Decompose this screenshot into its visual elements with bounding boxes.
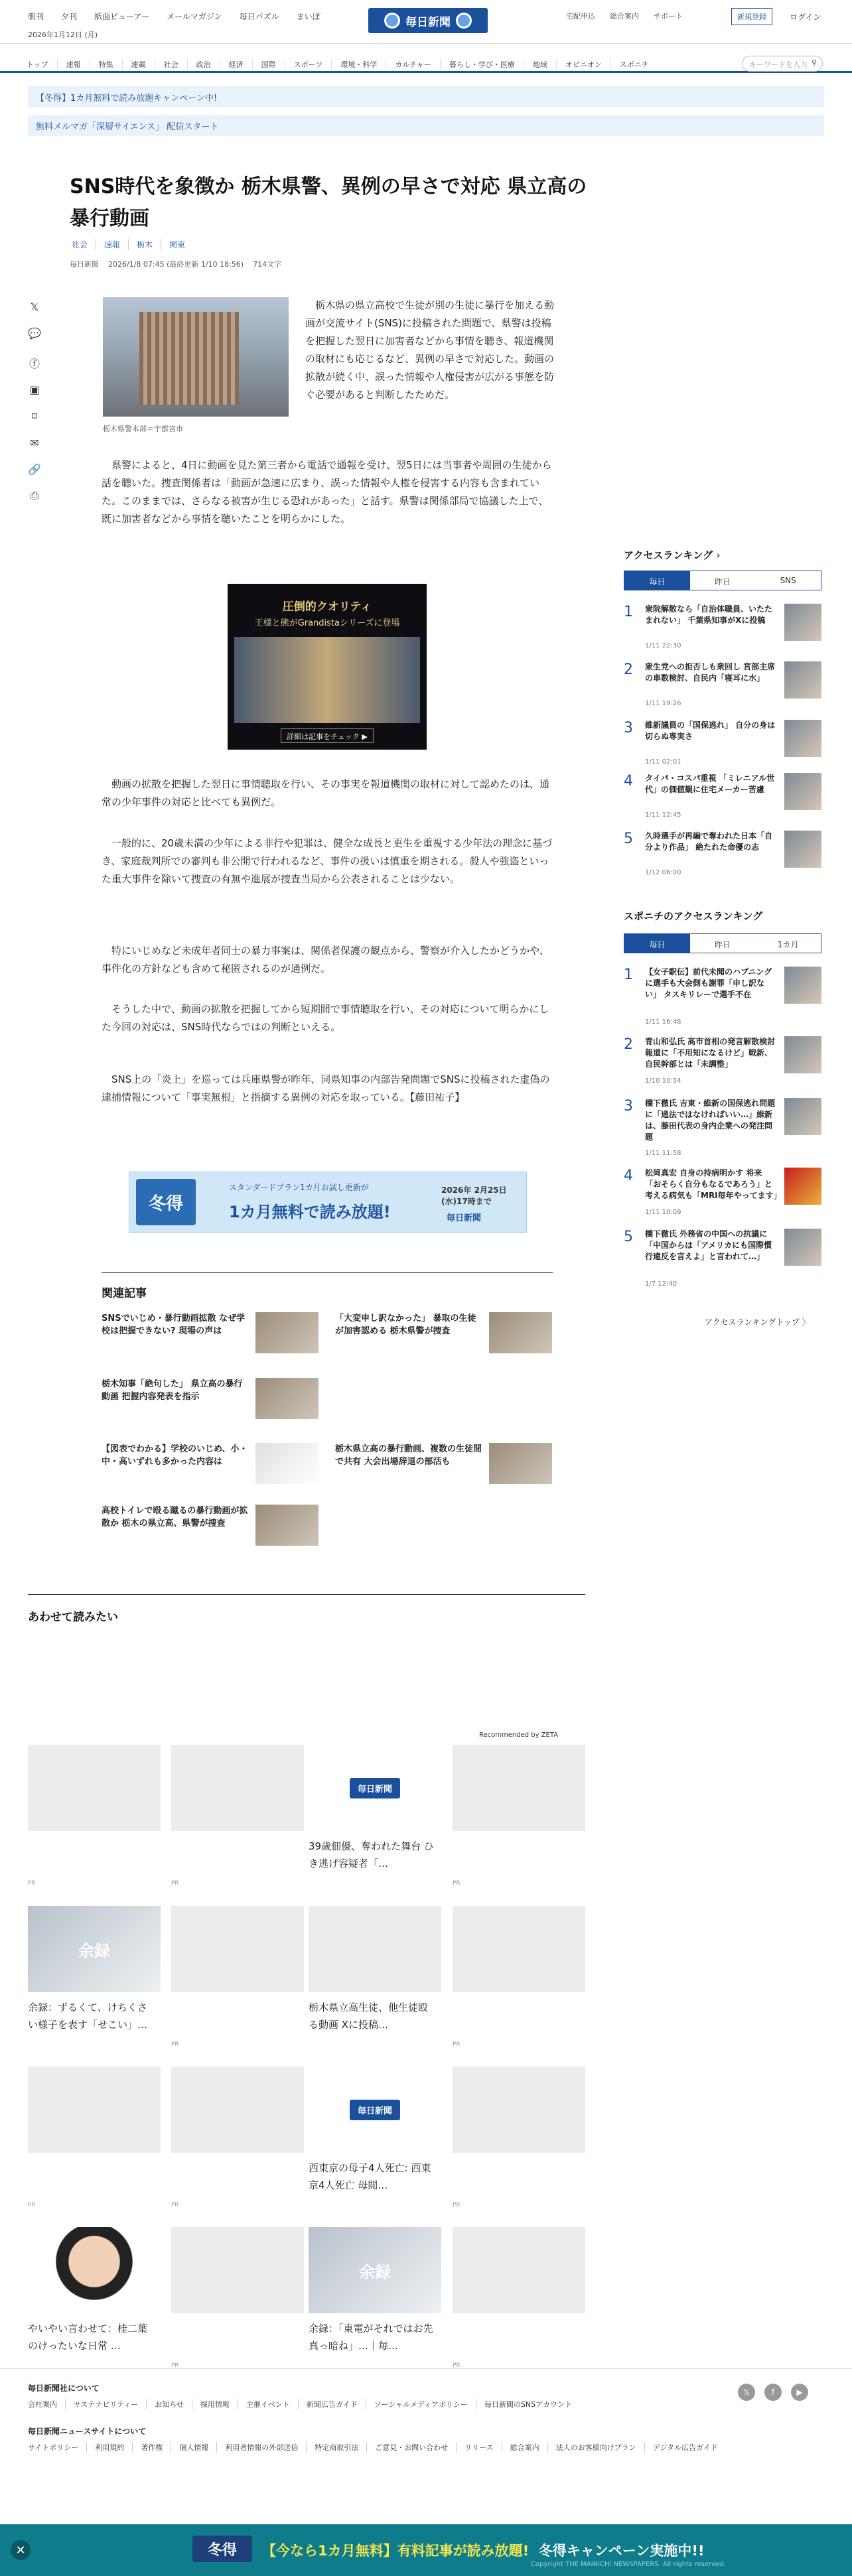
campaign-badge: 冬得 bbox=[192, 2536, 252, 2562]
article-paragraph: 一般的に、20歳未満の少年による非行や犯罪は、健全な成長と更生を重視する少年法の理念に基づき、家庭裁判所での審判も非公開で行われるなど、事件の扱いは慎重を期される。殺人や強盗といった重大事件を除いて捜査の有無や進展が捜査当局から公表されることは少ない。 bbox=[102, 837, 553, 885]
nav-item[interactable]: 社会 bbox=[155, 59, 187, 70]
link-copy-icon[interactable]: 🔗 bbox=[28, 462, 41, 476]
search-icon[interactable]: ⚲ bbox=[811, 58, 817, 67]
nav-item[interactable]: 暮らし・学び・医療 bbox=[440, 59, 524, 70]
ranking-thumb bbox=[784, 967, 821, 1004]
nav-item[interactable]: 速報 bbox=[57, 59, 90, 70]
ranking-top-link[interactable]: アクセスランキングトップ 〉 bbox=[705, 1318, 810, 1327]
rec-card[interactable]: PR bbox=[171, 1745, 304, 1887]
related-thumb[interactable] bbox=[255, 1312, 319, 1353]
related-article[interactable]: 【図表でわかる】学校のいじめ、小・中・高いずれも多かった内容は bbox=[102, 1444, 248, 1467]
rec-card[interactable]: 毎日新聞 39歳佃優、奪われた舞台 ひき逃げ容疑者「… bbox=[309, 1745, 441, 1872]
nav-item[interactable]: トップ bbox=[27, 60, 48, 69]
related-article[interactable]: 「大変申し訳なかった」 暴取の生徒が加害認める 栃木県警が捜査 bbox=[335, 1314, 476, 1336]
ranking-thumb bbox=[784, 1098, 821, 1135]
ranking-thumb bbox=[784, 604, 821, 641]
char-count: 714文字 bbox=[253, 260, 282, 269]
nav-item[interactable]: スポーツ bbox=[285, 59, 332, 70]
article-paragraph: そうした中で、動画の拡散を把握してから短期間で事情聴取を行い、その対応について明らかにした今回の対応は、SNS時代ならではの判断といえる。 bbox=[102, 1003, 549, 1033]
rec-card[interactable]: PR bbox=[453, 1745, 585, 1887]
rec-card[interactable]: PR bbox=[453, 1906, 585, 2048]
link-puzzle[interactable]: 毎日パズル bbox=[239, 12, 279, 21]
main-nav bbox=[0, 56, 852, 73]
hatena-icon[interactable]: ▣ bbox=[29, 383, 40, 396]
logo-mark-icon bbox=[456, 13, 472, 29]
nav-item[interactable]: 環境・科学 bbox=[331, 59, 386, 70]
rec-card[interactable]: PR bbox=[171, 1906, 304, 2048]
newsletter-banner[interactable]: 無料メルマガ「深層サイエンス」 配信スタート bbox=[28, 115, 824, 136]
ranking-thumb bbox=[784, 1036, 821, 1073]
rec-card[interactable]: PR bbox=[453, 2227, 585, 2369]
ranking-thumb bbox=[784, 831, 821, 868]
login-link[interactable]: ログイン bbox=[790, 13, 821, 22]
x-share-icon[interactable]: 𝕏 bbox=[30, 300, 39, 313]
nav-item[interactable]: オピニオン bbox=[556, 59, 610, 70]
sticky-campaign-bar[interactable] bbox=[0, 2524, 852, 2576]
rec-card[interactable]: PR bbox=[28, 2067, 161, 2208]
article-title: SNS時代を象徴か 栃木県警、異例の早さで対応 県立高の暴行動画 bbox=[70, 175, 587, 230]
tag[interactable]: 社会 bbox=[72, 240, 88, 249]
nav-item[interactable]: 連載 bbox=[122, 59, 155, 70]
related-article[interactable]: 栃木知事「絶句した」 県立高の暴行動画 把握内容発表を指示 bbox=[102, 1379, 243, 1402]
ranking-tabs bbox=[624, 571, 821, 590]
ranking-thumb bbox=[784, 661, 821, 699]
rec-card[interactable]: PR bbox=[171, 2227, 304, 2369]
copyright: Copyright THE MAINICHI NEWSPAPERS. All rights reserved. bbox=[531, 2561, 726, 2568]
sponichi-tabs bbox=[624, 933, 821, 953]
utility-links bbox=[566, 11, 683, 21]
nav-item[interactable]: 国際 bbox=[252, 59, 285, 70]
campaign-text: 【今なら1カ月無料】有料記事が読み放題! bbox=[262, 2543, 530, 2559]
footer-link[interactable]: 特定商取引法 bbox=[306, 2442, 366, 2453]
campaign-banner[interactable]: 【冬得】1カ月無料で読み放題キャンペーン中! bbox=[28, 86, 824, 107]
tab-sns[interactable]: SNS bbox=[780, 576, 796, 585]
sponichi-ranking-heading: スポニチのアクセスランキング bbox=[624, 910, 763, 922]
mail-icon[interactable]: ✉ bbox=[30, 436, 39, 449]
rec-card[interactable]: PR bbox=[453, 2067, 585, 2208]
link-viewer[interactable]: 紙面ビューアー bbox=[94, 12, 150, 21]
nav-item[interactable]: 特集 bbox=[90, 59, 122, 70]
nav-item[interactable]: 経済 bbox=[220, 59, 252, 70]
tag[interactable]: 速報 bbox=[96, 239, 120, 250]
tab-month[interactable]: 1カ月 bbox=[777, 940, 799, 949]
tag[interactable]: 栃木 bbox=[128, 239, 153, 250]
link-delivery[interactable]: 宅配申込 bbox=[566, 12, 595, 21]
print-icon[interactable]: ⎙ bbox=[30, 489, 39, 502]
rec-card[interactable]: 栃木県立高生徒、他生徒殴る動画 Xに投稿… bbox=[309, 1906, 441, 2033]
close-icon[interactable]: ✕ bbox=[11, 2540, 31, 2560]
related-thumb[interactable] bbox=[255, 1505, 319, 1546]
link-evening-edition[interactable]: 夕刊 bbox=[61, 12, 78, 21]
article-paragraph: 動画の拡散を把握した翌日に事情聴取を行い、その事実を報道機関の取材に対して認めたのは、通常の少年事件の対応と比べても異例だ。 bbox=[102, 778, 550, 808]
article-paragraph: 栃木県の県立高校で生徒が別の生徒に暴行を加える動画が交流サイト(SNS)に投稿された問題で、県警は投稿を把握した翌日に加害者などから事情を聴き、報道機関の取材にも応じるなど、異例の早さで対応した。動画の拡散が続く中、誤った情報や人権侵害が広がる事態を防ぐ必要があると判断したためだ。 bbox=[305, 299, 555, 401]
footer-link[interactable]: ご意見・お問い合わせ bbox=[366, 2442, 456, 2453]
advertisement[interactable]: 圧倒的クオリティ 王様と熊がGrandistaシリーズに登場 詳細は記事をチェック ▶ bbox=[228, 584, 427, 750]
footer-link[interactable]: 新聞広告ガイド bbox=[298, 2399, 366, 2409]
ranking-thumb bbox=[784, 1229, 821, 1266]
building-image bbox=[139, 312, 239, 405]
nav-item[interactable]: スポニチ bbox=[610, 59, 658, 70]
ranking-thumb bbox=[784, 773, 821, 810]
link-morning-edition[interactable]: 朝刊 bbox=[28, 12, 44, 21]
rec-card[interactable]: 余録 余録：「東電がそれではお先真っ暗ね」…｜毎… bbox=[309, 2227, 441, 2354]
article-tags bbox=[72, 239, 185, 250]
campaign-tail: 冬得キャンペーン実施中!! bbox=[538, 2543, 705, 2559]
footer-about-heading: 毎日新聞社について bbox=[28, 2384, 100, 2393]
chevron-right-icon: › bbox=[716, 549, 721, 561]
rec-card[interactable]: PR bbox=[171, 2067, 304, 2208]
footer-link[interactable]: 毎日新聞のSNSアカウント bbox=[476, 2399, 580, 2409]
article-paragraph: SNS上の「炎上」を巡っては兵庫県警が昨年、同県知事の内部告発問題でSNSに投稿された虚偽の逮捕情報について「事実無根」と指摘する異例の対応を取っている。【藤田祐子】 bbox=[102, 1073, 550, 1103]
footer-link[interactable]: ソーシャルメディアポリシー bbox=[366, 2399, 476, 2409]
related-article[interactable]: SNSでいじめ・暴行動画拡散 なぜ学校は把握できない? 現場の声は bbox=[102, 1314, 246, 1336]
rec-card[interactable]: 毎日新聞 西東京の母子4人死亡: 西東京4人死亡 母閲… bbox=[309, 2067, 441, 2194]
promo-banner[interactable]: 冬得 スタンダードプラン1カ月お試し更新が 1カ月無料で読み放題! 2026年 2月25日(水)17時まで 毎日新聞 bbox=[129, 1172, 527, 1233]
youtube-social-icon[interactable]: ▶ bbox=[791, 2384, 808, 2401]
related-thumb[interactable] bbox=[489, 1312, 552, 1353]
footer-link[interactable]: 利用規約 bbox=[86, 2442, 132, 2453]
rec-card[interactable]: 余録 余録：ずるくて、けちくさい様子を表す「せこい」… bbox=[28, 1906, 161, 2033]
article-photo[interactable] bbox=[103, 297, 289, 417]
bookmark-icon[interactable]: ⌑ bbox=[31, 409, 38, 423]
footer-link[interactable]: 会社案内 bbox=[28, 2400, 57, 2409]
related-thumb[interactable] bbox=[255, 1443, 319, 1484]
promo-badge: 冬得 bbox=[136, 1179, 196, 1225]
link-guide[interactable]: 総合案内 bbox=[610, 12, 639, 21]
current-date: 2026年1月12日 (月) bbox=[28, 31, 98, 39]
ranking-heading[interactable]: アクセスランキング › bbox=[624, 549, 721, 561]
nav-item[interactable]: 政治 bbox=[187, 59, 220, 70]
footer-link[interactable]: サイトポリシー bbox=[28, 2443, 79, 2452]
related-thumb[interactable] bbox=[489, 1443, 552, 1484]
footer-link[interactable]: 主催イベント bbox=[238, 2399, 298, 2409]
footer-link[interactable]: リリース bbox=[456, 2442, 501, 2453]
article-paragraph: 県警によると、4日に動画を見た第三者から電話で通報を受け、翌5日には当事者や周囲の生徒から話を聴いた。捜査関係者は「動画が急速に広まり、誤った情報や人権を侵害する内容も含まれていた。このままでは、さらなる被害が生じる恐れがあった」と話す。県警は関係部局で協議した上で、既に加害者などから事情を聴いたことを明らかにした。 bbox=[102, 459, 552, 525]
rec-card[interactable]: やいやい言わせて：桂二葉のけったいな日常 … bbox=[28, 2227, 161, 2354]
recommend-heading: あわせて読みたい bbox=[28, 1611, 118, 1624]
comment-icon[interactable]: 💬 bbox=[28, 326, 41, 340]
footer-link[interactable]: サステナビリティー bbox=[65, 2399, 146, 2409]
article-paragraph: 特にいじめなど未成年者同士の暴力事案は、関係者保護の観点から、警察が介入したかどうかや、事件化の方針なども含めて秘匿されるのが通例だ。 bbox=[102, 945, 549, 975]
ad-image bbox=[234, 637, 420, 723]
tab-daily[interactable]: 毎日 bbox=[624, 934, 690, 953]
publisher: 毎日新聞 bbox=[70, 260, 99, 269]
register-button[interactable]: 新規登録 bbox=[731, 8, 772, 25]
tag[interactable]: 関東 bbox=[161, 239, 185, 250]
recommended-by[interactable]: Recommended by ZETA bbox=[479, 1731, 559, 1739]
ranking-thumb bbox=[784, 720, 821, 757]
footer-about-links bbox=[28, 2399, 580, 2409]
footer-link[interactable]: お知らせ bbox=[146, 2399, 192, 2409]
published-time: 2026/1/8 07:45 (最終更新 1/10 18:56) bbox=[108, 260, 244, 269]
footer-link[interactable]: 利用者情報の外部送信 bbox=[216, 2442, 306, 2453]
related-heading: 関連記事 bbox=[102, 1287, 147, 1300]
ranking-thumb bbox=[784, 1168, 821, 1205]
footer-link[interactable]: 総合案内 bbox=[502, 2442, 547, 2453]
x-social-icon[interactable]: 𝕏 bbox=[738, 2384, 755, 2401]
nav-item[interactable]: カルチャー bbox=[386, 59, 440, 70]
facebook-social-icon[interactable]: f bbox=[764, 2384, 782, 2401]
search-input[interactable]: キーワードを入力 ⚲ bbox=[742, 56, 823, 72]
footer-site-links bbox=[28, 2442, 726, 2453]
site-logo[interactable]: 毎日新聞 bbox=[368, 8, 488, 33]
related-thumb[interactable] bbox=[255, 1378, 319, 1419]
related-article[interactable]: 高校トイレで殴る蹴るの暴行動画が拡散か 栃木の県立高、県警が捜査 bbox=[102, 1506, 248, 1528]
footer-link[interactable]: 個人情報 bbox=[171, 2442, 216, 2453]
tab-yesterday[interactable]: 昨日 bbox=[715, 940, 731, 949]
rec-card[interactable]: PR bbox=[28, 1745, 161, 1887]
footer-link[interactable]: 採用情報 bbox=[192, 2399, 238, 2409]
link-mail-magazine[interactable]: メールマガジン bbox=[167, 12, 222, 21]
photo-caption: 栃木県警本部＝宇都宮市 bbox=[103, 425, 183, 433]
top-links bbox=[28, 11, 320, 22]
link-maipo[interactable]: まいぽ bbox=[296, 12, 320, 21]
tab-yesterday[interactable]: 昨日 bbox=[715, 577, 731, 586]
footer-link[interactable]: 法人のお客様向けプラン bbox=[547, 2442, 644, 2453]
footer-site-heading: 毎日新聞ニュースサイトについて bbox=[28, 2427, 147, 2436]
top-header bbox=[0, 0, 852, 44]
footer-link[interactable]: 著作権 bbox=[132, 2442, 171, 2453]
ad-cta-button[interactable]: 詳細は記事をチェック ▶ bbox=[281, 728, 374, 743]
link-support[interactable]: サポート bbox=[654, 12, 683, 21]
logo-mark-icon bbox=[384, 13, 400, 29]
related-article[interactable]: 栃木県立高の暴行動画、複数の生徒間で共有 大会出場辞退の部活も bbox=[335, 1444, 482, 1467]
footer-link[interactable]: デジタル広告ガイド bbox=[644, 2442, 726, 2453]
nav-item[interactable]: 地域 bbox=[524, 59, 556, 70]
footer bbox=[0, 2368, 852, 2501]
tab-daily[interactable]: 毎日 bbox=[624, 571, 690, 590]
article-meta bbox=[70, 259, 281, 269]
facebook-icon[interactable]: ⓕ bbox=[29, 357, 40, 370]
